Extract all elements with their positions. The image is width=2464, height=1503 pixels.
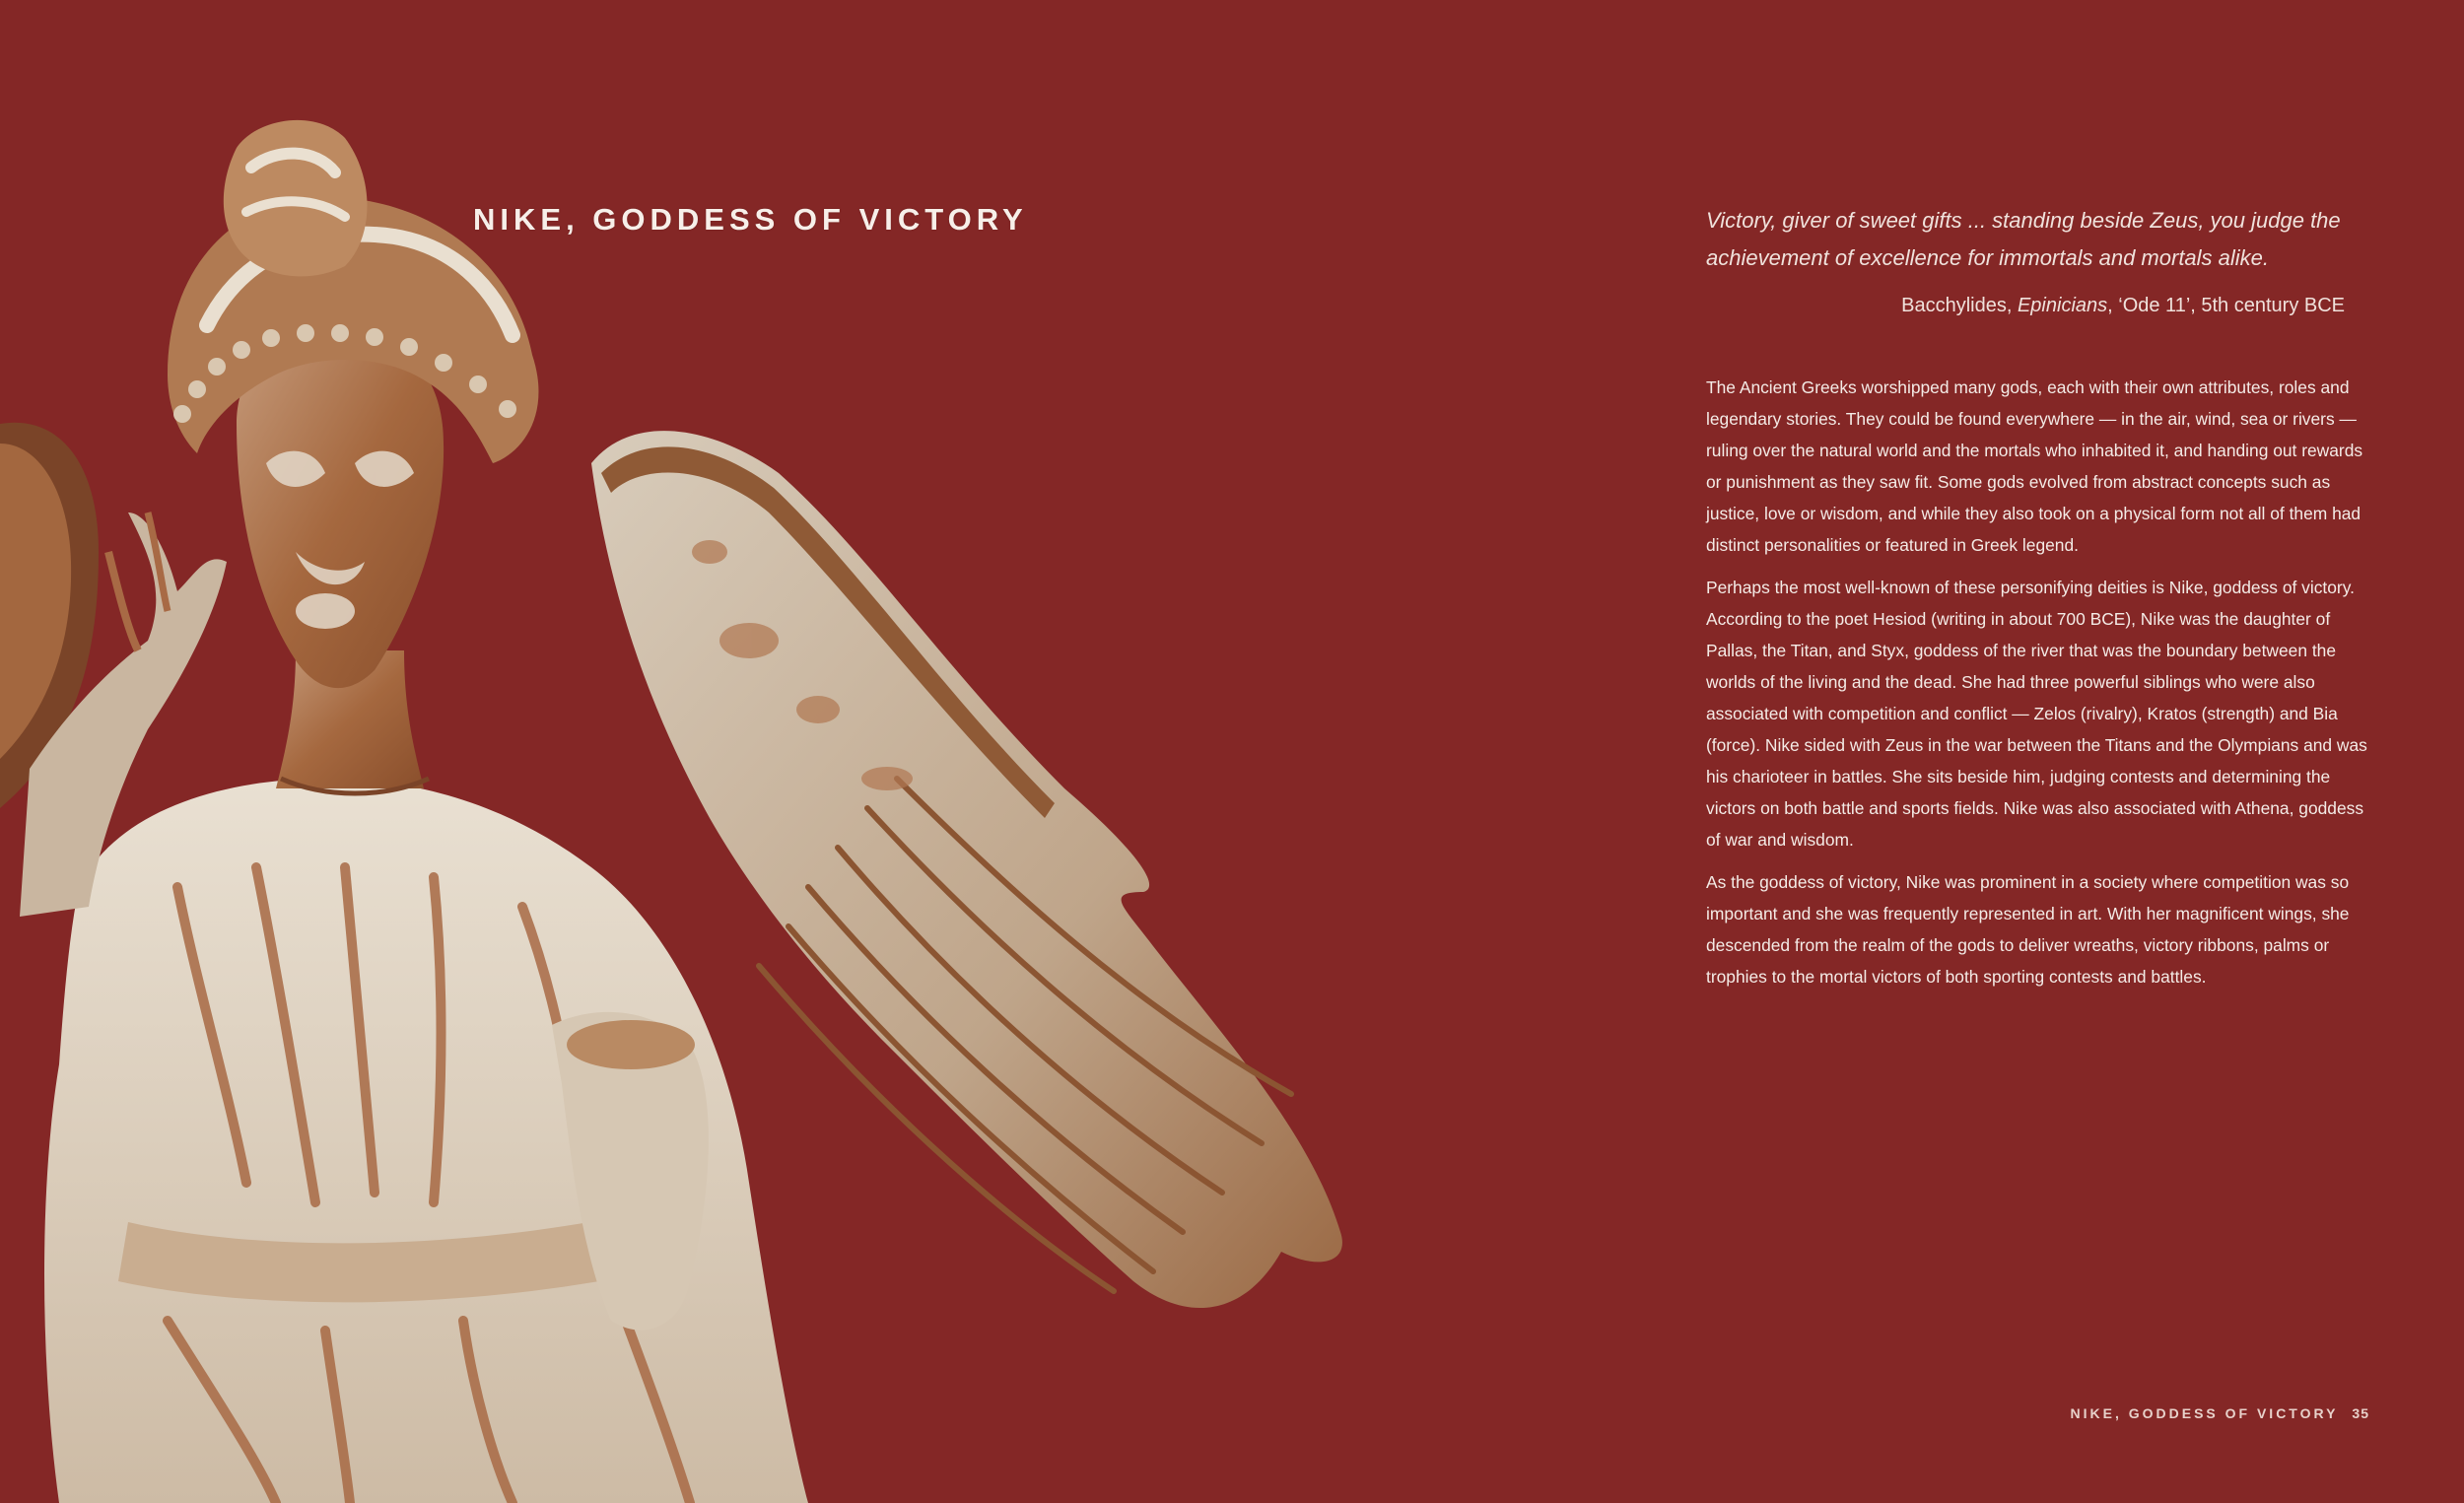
running-head: NIKE, GODDESS OF VICTORY bbox=[2070, 1405, 2339, 1421]
text-column bbox=[1706, 202, 2376, 1003]
running-footer bbox=[2071, 1405, 2370, 1421]
attribution-author: Bacchylides, bbox=[1901, 295, 2018, 316]
epigraph-quote: Victory, giver of sweet gifts ... standing beside Zeus, you judge the achievement of excellence for immortals and mortals alike. bbox=[1706, 208, 2341, 270]
body-paragraph: As the goddess of victory, Nike was prominent in a society where competition was so important and she was frequently represented in art. With her magnificent wings, she descended from the realm of the gods to deliver wreaths, victory ribbons, palms or trophies to the mortal victors of both sporting contests and battles. bbox=[1706, 872, 2350, 987]
body-paragraph: The Ancient Greeks worshipped many gods, each with their own attributes, roles and legendary stories. They could be found everywhere — in the air, wind, sea or rivers — ruling over the natural world and the mortals who inhabited it, and handing out rewards or punishment as they saw fit. Some gods evolved from abstract concepts such as justice, love or wisdom, and while they also took on a physical form not all of them had distinct personalities or featured in Greek legend. bbox=[1706, 377, 2363, 555]
body-text bbox=[1706, 372, 2376, 992]
attribution-work: Epinicians bbox=[2017, 295, 2108, 316]
page-number: 35 bbox=[2352, 1405, 2369, 1421]
epigraph-attribution bbox=[1706, 291, 2376, 320]
chapter-title: NIKE, GODDESS OF VICTORY bbox=[473, 202, 1028, 237]
attribution-detail: , ‘Ode 11’, 5th century BCE bbox=[2107, 295, 2345, 316]
body-paragraph: Perhaps the most well-known of these personifying deities is Nike, goddess of victory. According to the poet Hesiod (writing in about 700 BCE), Nike was the daughter of Pallas, the Titan, and Styx, goddess of the river that was the boundary between the worlds of the living and the dead. She had three powerful siblings who were also associated with competition and conflict — Zelos (rivalry), Kratos (strength) and Bia (force). Nike sided with Zeus in the war between the Titans and the Olympians and was his charioteer in battles. She sits beside him, judging contests and determining the victors on both battle and sports fields. Nike was also associated with Athena, goddess of war and wisdom. bbox=[1706, 578, 2367, 850]
